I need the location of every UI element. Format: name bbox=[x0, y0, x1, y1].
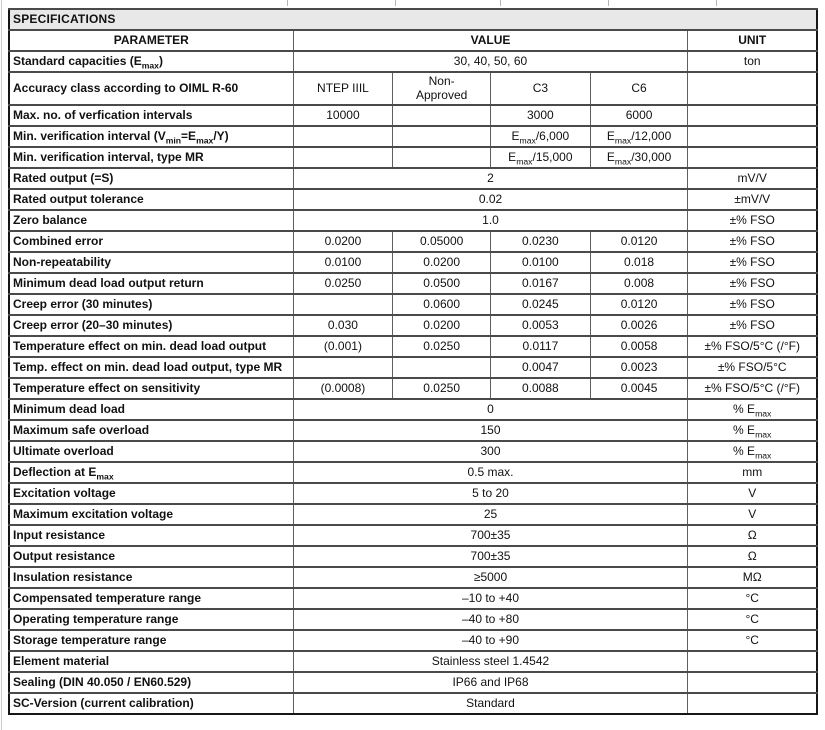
table-row bbox=[9, 651, 817, 672]
parameter-cell: Creep error (20–30 minutes) bbox=[9, 315, 293, 336]
table-title-row bbox=[9, 9, 817, 30]
scan-artifact-tick bbox=[287, 0, 288, 6]
value-cell-merged: 5 to 20 bbox=[293, 483, 688, 504]
value-cell: $E_{max}/6,000$ bbox=[491, 126, 591, 147]
table-row bbox=[9, 72, 817, 105]
parameter-cell: Compensated temperature range bbox=[9, 588, 293, 609]
table-row bbox=[9, 441, 817, 462]
scan-artifact-tick bbox=[500, 0, 501, 6]
header-unit: UNIT bbox=[688, 30, 817, 51]
value-cell bbox=[293, 357, 393, 378]
table-row bbox=[9, 546, 817, 567]
unit-cell: V bbox=[688, 504, 817, 525]
value-cell-merged: –40 to +80 bbox=[293, 609, 688, 630]
table-row bbox=[9, 231, 817, 252]
value-cell: C3 bbox=[491, 72, 591, 105]
value-cell-merged: 150 bbox=[293, 420, 688, 441]
value-cell: 0.0500 bbox=[393, 273, 491, 294]
value-cell-merged: Stainless steel 1.4542 bbox=[293, 651, 688, 672]
unit-cell bbox=[688, 651, 817, 672]
value-cell: 0.0026 bbox=[590, 315, 688, 336]
value-cell: 0.0045 bbox=[590, 378, 688, 399]
table-row bbox=[9, 357, 817, 378]
value-cell: 0.05000 bbox=[393, 231, 491, 252]
value-cell-merged: Standard bbox=[293, 693, 688, 714]
specifications-table bbox=[8, 8, 818, 715]
value-cell: NTEP IIIL bbox=[293, 72, 393, 105]
table-row bbox=[9, 189, 817, 210]
header-parameter: PARAMETER bbox=[9, 30, 293, 51]
value-cell: (0.0008) bbox=[293, 378, 393, 399]
unit-cell bbox=[688, 693, 817, 714]
value-cell bbox=[393, 126, 491, 147]
unit-cell: ±mV/V bbox=[688, 189, 817, 210]
unit-cell: Ω bbox=[688, 525, 817, 546]
value-cell bbox=[293, 147, 393, 168]
value-cell: 0.0200 bbox=[293, 231, 393, 252]
parameter-cell: Min. verification interval $(V_{min}=E_{max}/Y)$ bbox=[9, 126, 293, 147]
table-row bbox=[9, 252, 817, 273]
value-cell: 0.0250 bbox=[393, 378, 491, 399]
value-cell: 6000 bbox=[590, 105, 688, 126]
value-cell-merged: 25 bbox=[293, 504, 688, 525]
unit-cell: ±% FSO bbox=[688, 231, 817, 252]
value-cell bbox=[393, 147, 491, 168]
parameter-cell: Maximum excitation voltage bbox=[9, 504, 293, 525]
table-row bbox=[9, 399, 817, 420]
value-cell: 0.0600 bbox=[393, 294, 491, 315]
table-row bbox=[9, 315, 817, 336]
table-row bbox=[9, 693, 817, 714]
table-row bbox=[9, 378, 817, 399]
value-cell: $E_{max}/30,000$ bbox=[590, 147, 688, 168]
unit-cell: % $E_{max}$ bbox=[688, 441, 817, 462]
value-cell: 0.0117 bbox=[491, 336, 591, 357]
table-row bbox=[9, 147, 817, 168]
value-cell bbox=[293, 126, 393, 147]
parameter-cell: Standard capacities $(E_{max})$ bbox=[9, 51, 293, 72]
parameter-cell: Excitation voltage bbox=[9, 483, 293, 504]
value-cell bbox=[393, 105, 491, 126]
parameter-cell: Temperature effect on sensitivity bbox=[9, 378, 293, 399]
unit-cell: mV/V bbox=[688, 168, 817, 189]
scan-artifact-tick bbox=[395, 0, 396, 6]
value-cell-merged: 700±35 bbox=[293, 546, 688, 567]
value-cell: Non- Approved bbox=[393, 72, 491, 105]
value-cell bbox=[293, 294, 393, 315]
parameter-cell: Temperature effect on min. dead load output bbox=[9, 336, 293, 357]
parameter-cell: Temp. effect on min. dead load output, type MR bbox=[9, 357, 293, 378]
value-cell-merged: 0.02 bbox=[293, 189, 688, 210]
table-row bbox=[9, 483, 817, 504]
table-row bbox=[9, 525, 817, 546]
value-cell-merged: IP66 and IP68 bbox=[293, 672, 688, 693]
parameter-cell: Minimum dead load bbox=[9, 399, 293, 420]
unit-cell: % $E_{max}$ bbox=[688, 399, 817, 420]
value-cell: 0.0250 bbox=[393, 336, 491, 357]
value-cell: 0.030 bbox=[293, 315, 393, 336]
unit-cell: ton bbox=[688, 51, 817, 72]
value-cell: 0.0100 bbox=[293, 252, 393, 273]
parameter-cell: SC-Version (current calibration) bbox=[9, 693, 293, 714]
table-row bbox=[9, 420, 817, 441]
table-header-row bbox=[9, 30, 817, 51]
header-value: VALUE bbox=[293, 30, 688, 51]
table-row bbox=[9, 504, 817, 525]
value-cell: 10000 bbox=[293, 105, 393, 126]
value-cell: 0.008 bbox=[590, 273, 688, 294]
value-cell-merged: 700±35 bbox=[293, 525, 688, 546]
value-cell: (0.001) bbox=[293, 336, 393, 357]
unit-cell: ±% FSO bbox=[688, 252, 817, 273]
table-row bbox=[9, 609, 817, 630]
unit-cell: °C bbox=[688, 588, 817, 609]
value-cell: 0.0200 bbox=[393, 252, 491, 273]
parameter-cell: Insulation resistance bbox=[9, 567, 293, 588]
unit-cell bbox=[688, 105, 817, 126]
unit-cell bbox=[688, 672, 817, 693]
value-cell: 0.0250 bbox=[293, 273, 393, 294]
value-cell-merged: 0 bbox=[293, 399, 688, 420]
value-cell-merged: –10 to +40 bbox=[293, 588, 688, 609]
value-cell: C6 bbox=[590, 72, 688, 105]
unit-cell: °C bbox=[688, 630, 817, 651]
scan-page-edge-line bbox=[1, 0, 2, 730]
parameter-cell: Zero balance bbox=[9, 210, 293, 231]
unit-cell: V bbox=[688, 483, 817, 504]
value-cell-merged: 0.5 max. bbox=[293, 462, 688, 483]
parameter-cell: Non-repeatability bbox=[9, 252, 293, 273]
table-row bbox=[9, 105, 817, 126]
table-row bbox=[9, 588, 817, 609]
value-cell bbox=[393, 357, 491, 378]
parameter-cell: Combined error bbox=[9, 231, 293, 252]
table-row bbox=[9, 168, 817, 189]
value-cell-merged: 30, 40, 50, 60 bbox=[293, 51, 688, 72]
table-title: SPECIFICATIONS bbox=[9, 9, 817, 30]
value-cell: $E_{max}/12,000$ bbox=[590, 126, 688, 147]
unit-cell: ±% FSO bbox=[688, 294, 817, 315]
unit-cell: Ω bbox=[688, 546, 817, 567]
parameter-cell: Element material bbox=[9, 651, 293, 672]
unit-cell: ±% FSO/5°C (/°F) bbox=[688, 336, 817, 357]
value-cell: 0.0120 bbox=[590, 231, 688, 252]
value-cell: 0.0058 bbox=[590, 336, 688, 357]
value-cell: 0.0047 bbox=[491, 357, 591, 378]
table-row bbox=[9, 294, 817, 315]
parameter-cell: Operating temperature range bbox=[9, 609, 293, 630]
parameter-cell: Min. verification interval, type MR bbox=[9, 147, 293, 168]
unit-cell: °C bbox=[688, 609, 817, 630]
table-row bbox=[9, 210, 817, 231]
unit-cell: ±% FSO bbox=[688, 273, 817, 294]
unit-cell: ±% FSO/5°C (/°F) bbox=[688, 378, 817, 399]
value-cell: 3000 bbox=[491, 105, 591, 126]
scan-artifact-tick bbox=[716, 0, 717, 6]
value-cell-merged: 2 bbox=[293, 168, 688, 189]
value-cell: 0.0088 bbox=[491, 378, 591, 399]
unit-cell bbox=[688, 72, 817, 105]
value-cell: 0.0230 bbox=[491, 231, 591, 252]
value-cell: $E_{max}/15,000$ bbox=[491, 147, 591, 168]
unit-cell bbox=[688, 147, 817, 168]
parameter-cell: Minimum dead load output return bbox=[9, 273, 293, 294]
value-cell: 0.018 bbox=[590, 252, 688, 273]
value-cell: 0.0120 bbox=[590, 294, 688, 315]
unit-cell: MΩ bbox=[688, 567, 817, 588]
parameter-cell: Sealing (DIN 40.050 / EN60.529) bbox=[9, 672, 293, 693]
parameter-cell: Storage temperature range bbox=[9, 630, 293, 651]
scan-artifact-tick bbox=[608, 0, 609, 6]
table-row bbox=[9, 462, 817, 483]
value-cell: 0.0100 bbox=[491, 252, 591, 273]
value-cell-merged: 300 bbox=[293, 441, 688, 462]
parameter-cell: Deflection at $E_{max}$ bbox=[9, 462, 293, 483]
unit-cell: mm bbox=[688, 462, 817, 483]
parameter-cell: Accuracy class according to OIML R-60 bbox=[9, 72, 293, 105]
table-row bbox=[9, 336, 817, 357]
table-body bbox=[9, 51, 817, 714]
parameter-cell: Maximum safe overload bbox=[9, 420, 293, 441]
unit-cell: ±% FSO bbox=[688, 315, 817, 336]
parameter-cell: Rated output tolerance bbox=[9, 189, 293, 210]
parameter-cell: Creep error (30 minutes) bbox=[9, 294, 293, 315]
parameter-cell: Output resistance bbox=[9, 546, 293, 567]
table-row bbox=[9, 672, 817, 693]
table-row bbox=[9, 126, 817, 147]
value-cell-merged: –40 to +90 bbox=[293, 630, 688, 651]
parameter-cell: Input resistance bbox=[9, 525, 293, 546]
value-cell: 0.0200 bbox=[393, 315, 491, 336]
parameter-cell: Max. no. of verfication intervals bbox=[9, 105, 293, 126]
table-row bbox=[9, 273, 817, 294]
value-cell: 0.0053 bbox=[491, 315, 591, 336]
unit-cell: ±% FSO/5°C bbox=[688, 357, 817, 378]
table-row bbox=[9, 630, 817, 651]
value-cell: 0.0245 bbox=[491, 294, 591, 315]
value-cell-merged: 1.0 bbox=[293, 210, 688, 231]
value-cell-merged: ≥5000 bbox=[293, 567, 688, 588]
unit-cell bbox=[688, 126, 817, 147]
value-cell: 0.0167 bbox=[491, 273, 591, 294]
parameter-cell: Rated output (=S) bbox=[9, 168, 293, 189]
unit-cell: ±% FSO bbox=[688, 210, 817, 231]
value-cell: 0.0023 bbox=[590, 357, 688, 378]
unit-cell: % $E_{max}$ bbox=[688, 420, 817, 441]
table-row bbox=[9, 51, 817, 72]
table-row bbox=[9, 567, 817, 588]
parameter-cell: Ultimate overload bbox=[9, 441, 293, 462]
